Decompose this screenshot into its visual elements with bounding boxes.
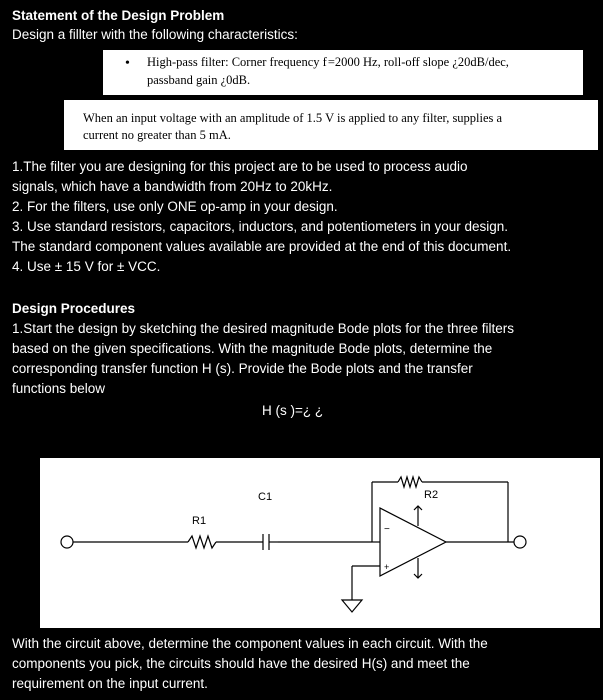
bullet-icon: • — [125, 56, 130, 71]
input-terminal — [61, 536, 73, 548]
closing-line: requirement on the input current. — [12, 676, 208, 691]
spec-line-1: High-pass filter: Corner frequency f =2000 Hz, roll-off slope ¿20dB/dec, — [147, 55, 509, 69]
resistor-r2 — [398, 477, 422, 487]
intro-text: Design a fillter with the following characteristics: — [12, 27, 298, 42]
transfer-function-formula: H (s )=¿ ¿ — [262, 403, 324, 418]
current-box — [64, 100, 598, 150]
circuit-diagram — [40, 458, 600, 628]
spec-line-2: passband gain ¿0dB. — [147, 73, 251, 87]
circuit-schematic — [40, 458, 600, 628]
section-title: Statement of the Design Problem — [12, 8, 225, 23]
r2-label: R2 — [424, 489, 439, 501]
current-line-2: current no greater than 5 mA. — [83, 128, 231, 142]
procedure-line: functions below — [12, 381, 106, 396]
requirement-line: The standard component values available are provided at the end of this document. — [12, 239, 512, 254]
r1-label: R1 — [192, 515, 207, 527]
procedure-line: 1.Start the design by sketching the desired magnitude Bode plots for the three filters — [12, 321, 515, 336]
inverting-sign: − — [384, 524, 390, 535]
requirement-line: 3. Use standard resistors, capacitors, inductors, and potentiometers in your design. — [12, 219, 508, 234]
current-line-1: When an input voltage with an amplitude of 1.5 V is applied to any filter, supplies a — [83, 111, 503, 125]
output-terminal — [514, 536, 526, 548]
procedure-line: corresponding transfer function H (s). Provide the Bode plots and the transfer — [12, 361, 473, 376]
resistor-r1 — [188, 536, 216, 548]
requirement-line: 4. Use ± 15 V for ± VCC. — [12, 259, 161, 274]
c1-label: C1 — [258, 491, 273, 503]
closing-line: With the circuit above, determine the component values in each circuit. With the — [12, 636, 488, 651]
noninverting-sign: + — [384, 562, 390, 572]
requirement-line: signals, which have a bandwidth from 20Hz to 20kHz. — [12, 179, 333, 194]
procedure-line: based on the given specifications. With the magnitude Bode plots, determine the — [12, 341, 493, 356]
requirement-line: 1.The filter you are designing for this project are to be used to process audio — [12, 159, 468, 174]
requirement-line: 2. For the filters, use only ONE op-amp in your design. — [12, 199, 338, 214]
ground-symbol — [342, 600, 362, 612]
spec-box — [103, 50, 583, 95]
op-amp — [380, 508, 446, 576]
closing-line: components you pick, the circuits should have the desired H(s) and meet the — [12, 656, 470, 671]
procedures-heading: Design Procedures — [12, 301, 136, 316]
